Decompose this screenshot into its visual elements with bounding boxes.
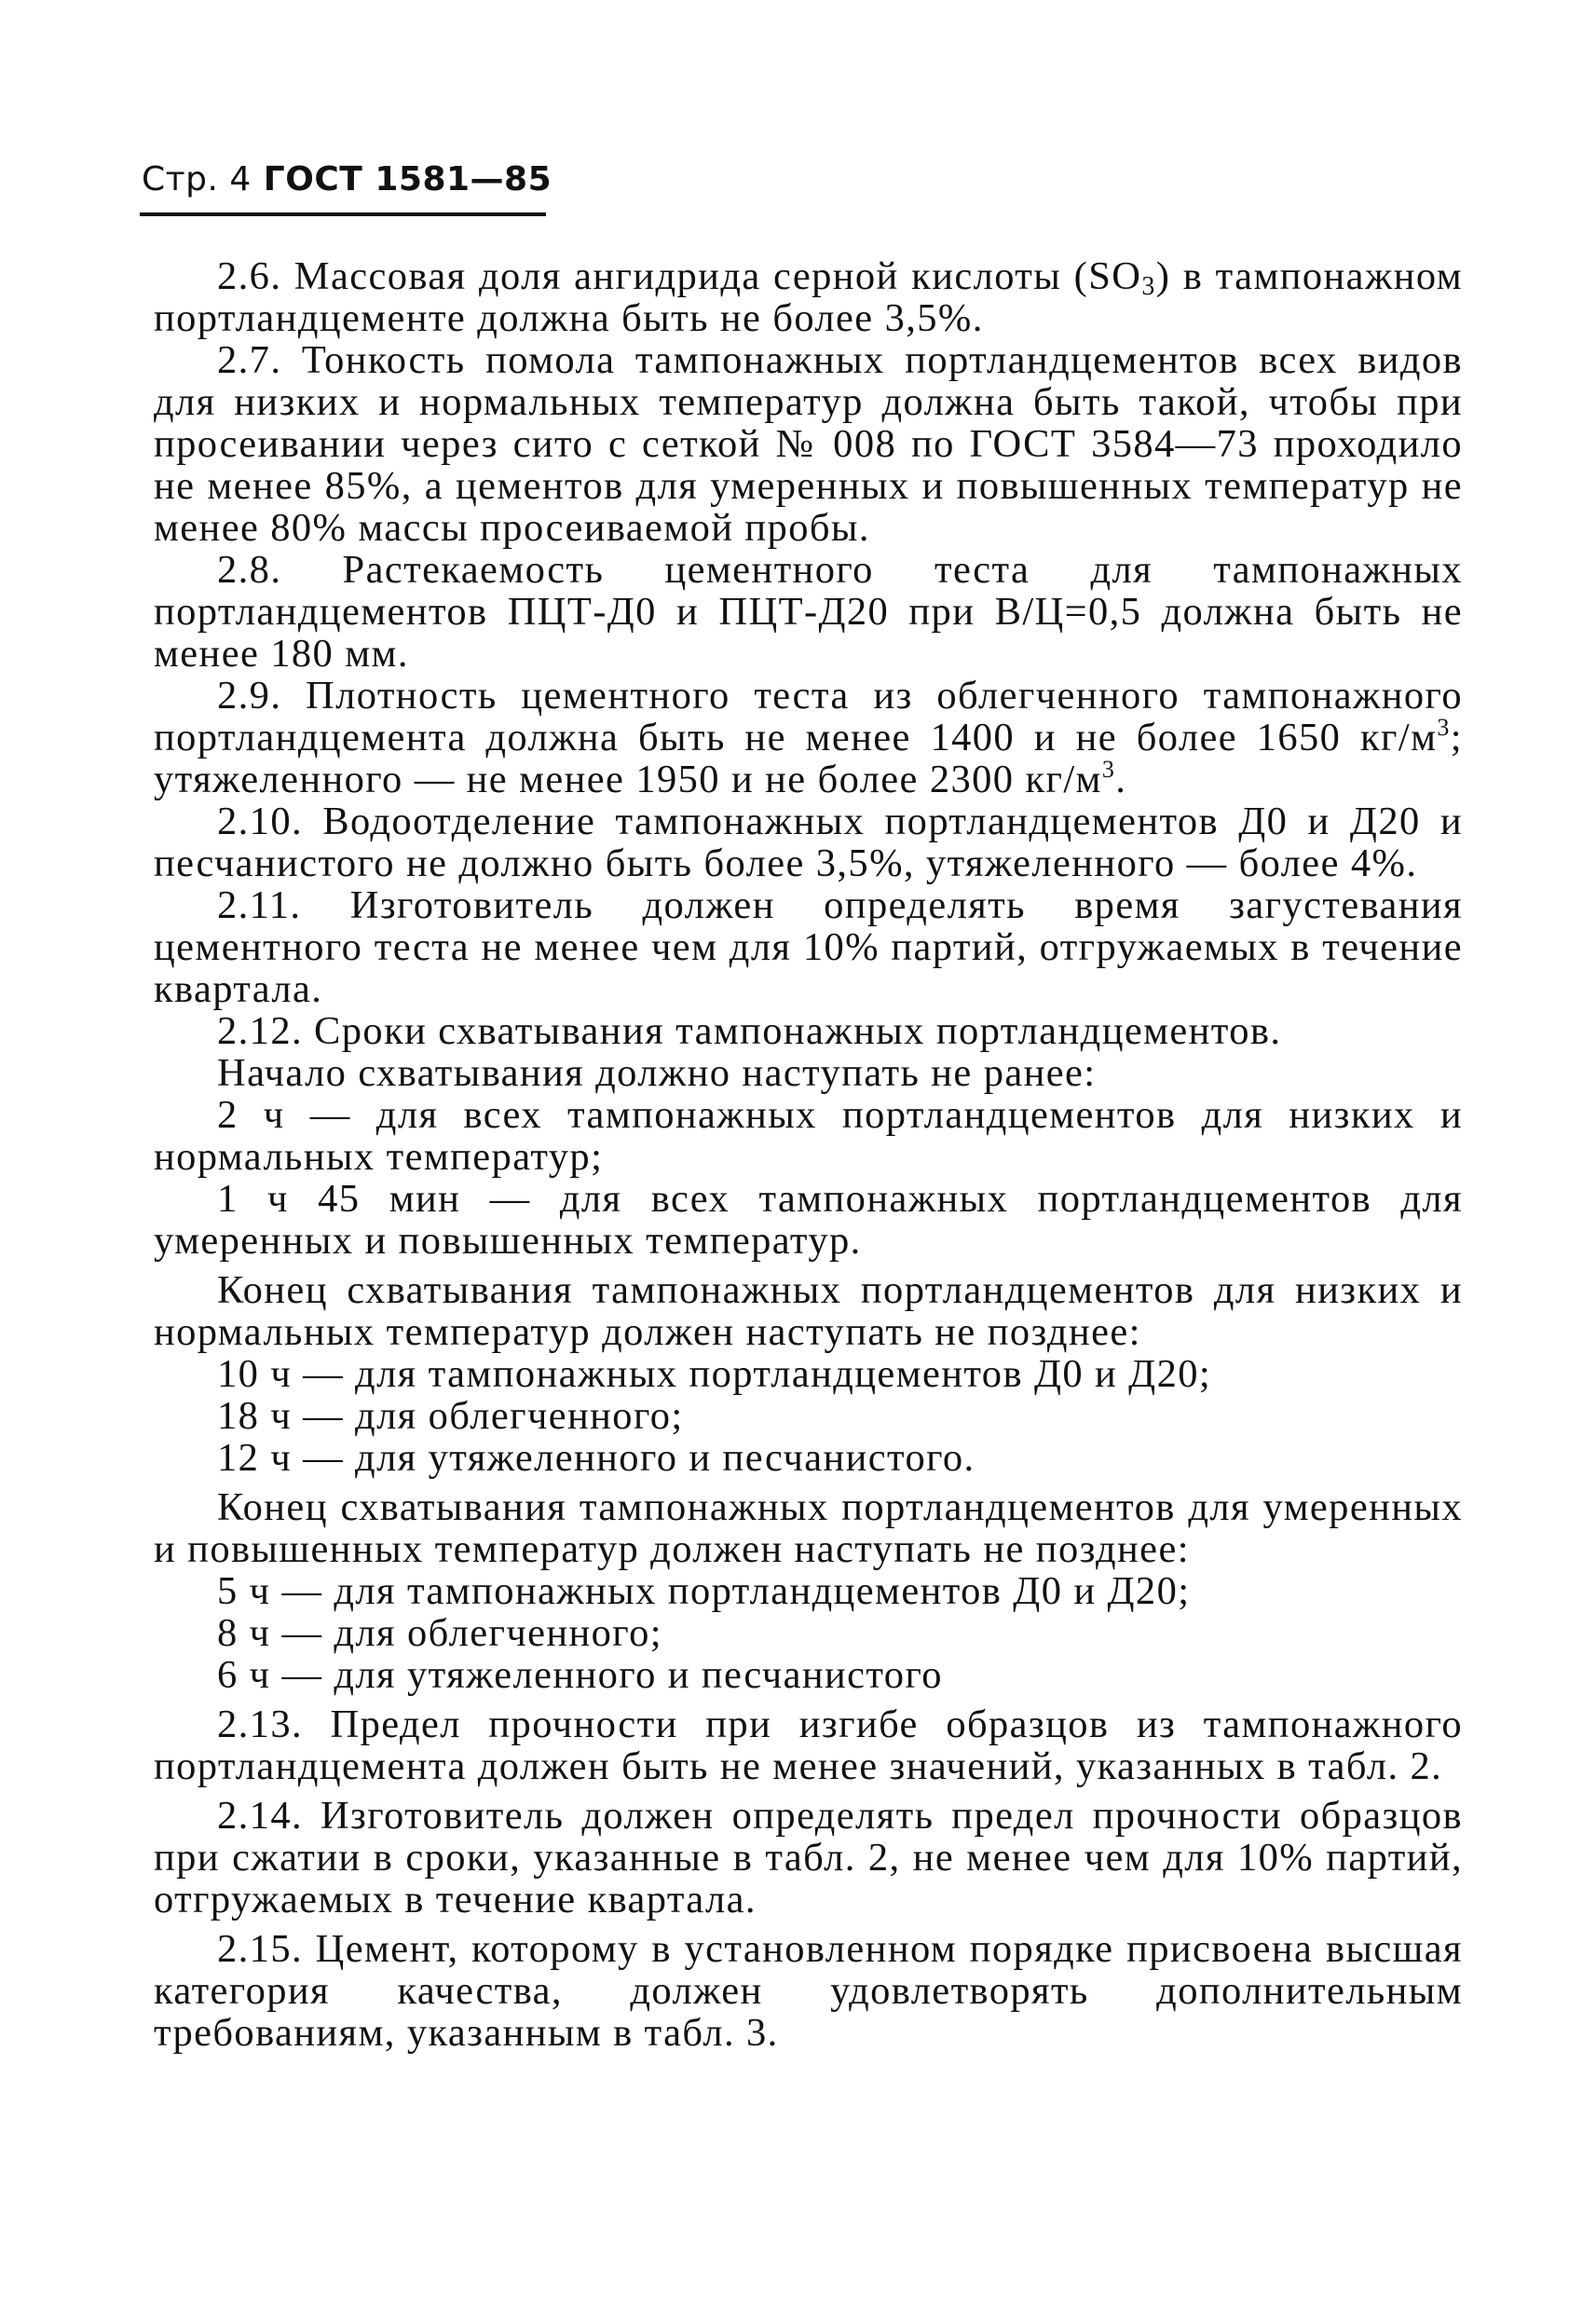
clause-2-12-end-low-intro: Конец схватывания тампонажных портландцементов для низких и нормальных температур должен наступать не позднее:	[154, 1268, 1463, 1354]
standard-code: ГОСТ 1581—85	[263, 160, 552, 198]
clause-2-13: 2.13. Предел прочности при изгибе образцов из тампонажного портландцемента должен быть не менее значений, указанных в табл. 2.	[154, 1702, 1463, 1788]
clause-2-12-end-high-item-1: 5 ч — для тампонажных портландцементов Д0 и Д20;	[217, 1569, 1191, 1613]
clause-2-9	[154, 675, 1463, 800]
document-body	[154, 255, 1463, 2054]
clause-2-6	[154, 255, 1463, 339]
clause-2-9-text-c: .	[1115, 758, 1127, 801]
clause-2-7: 2.7. Тонкость помола тампонажных портландцементов всех видов для низких и нормальных температур должна быть такой, чтобы при просеивании через сито с сеткой № 008 по ГОСТ 3584—73 проходило не менее 85%, а цементов для умеренных и повышенных температур не менее 80% массы просеиваемой пробы.	[154, 338, 1463, 550]
clause-2-6-text-end: ) в тампонажном портландцементе должна быть не более 3,5%.	[154, 254, 1463, 340]
clause-2-12-end-low-item-2: 18 ч — для облегченного;	[217, 1394, 684, 1438]
header-rule	[140, 212, 546, 216]
clause-2-12-end-high-item-3: 6 ч — для утяжеленного и песчанистого	[217, 1653, 943, 1697]
so3-subscript: 3	[1141, 272, 1156, 301]
clause-2-12-start-item-1: 2 ч — для всех тампонажных портландцементов для низких и нормальных температур;	[154, 1093, 1463, 1179]
clause-2-11: 2.11. Изготовитель должен определять время загустевания цементного теста не менее чем для 10% партий, отгружаемых в течение квартала.	[154, 883, 1463, 1011]
clause-2-9-text-b: ; утяжеленного — не менее 1950 и не более 2300 кг/м	[154, 716, 1463, 801]
clause-2-12-start-intro: Начало схватывания должно наступать не ранее:	[217, 1051, 1097, 1095]
page-header	[142, 160, 552, 198]
clause-2-12-end-high-item-2: 8 ч — для облегченного;	[217, 1611, 662, 1655]
clause-2-8: 2.8. Растекаемость цементного теста для тампонажных портландцементов ПЦТ-Д0 и ПЦТ-Д20 при В/Ц=0,5 должна быть не менее 180 мм.	[154, 548, 1463, 676]
clause-2-15: 2.15. Цемент, которому в установленном порядке присвоена высшая категория качества, должен удовлетворять дополнительным требованиям, указанным в табл. 3.	[154, 1927, 1463, 2055]
clause-2-12: 2.12. Сроки схватывания тампонажных портландцементов.	[217, 1009, 1282, 1053]
clause-2-12-end-low-item-1: 10 ч — для тампонажных портландцементов Д0 и Д20;	[217, 1352, 1212, 1396]
cubic-superscript-2: 3	[1101, 756, 1116, 783]
cubic-superscript-1: 3	[1437, 714, 1451, 741]
clause-2-6-text-start: 2.6. Массовая доля ангидрида серной кислоты (SO	[217, 254, 1142, 298]
clause-2-10: 2.10. Водоотделение тампонажных портландцементов Д0 и Д20 и песчанистого не должно быть более 3,5%, утяжеленного — более 4%.	[154, 800, 1463, 885]
page-number-label: Стр. 4	[142, 160, 252, 198]
clause-2-9-text-a: 2.9. Плотность цементного теста из облегченного тампонажного портландцемента должна быть не менее 1400 и не более 1650 кг/м	[154, 674, 1463, 759]
clause-2-12-end-high-intro: Конец схватывания тампонажных портландцементов для умеренных и повышенных температур должен наступать не позднее:	[154, 1485, 1463, 1571]
clause-2-12-start-item-2: 1 ч 45 мин — для всех тампонажных портландцементов для умеренных и повышенных температур.	[154, 1177, 1463, 1263]
clause-2-12-end-low-item-3: 12 ч — для утяжеленного и песчанистого.	[217, 1436, 975, 1480]
clause-2-14: 2.14. Изготовитель должен определять предел прочности образцов при сжатии в сроки, указанные в табл. 2, не менее чем для 10% партий, отгружаемых в течение квартала.	[154, 1794, 1463, 1921]
